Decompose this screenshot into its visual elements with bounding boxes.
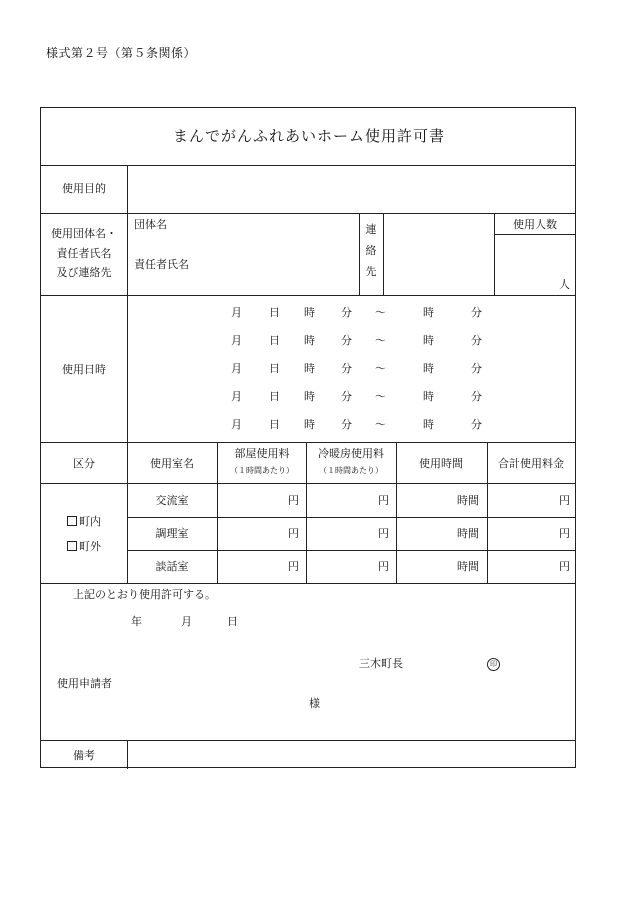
line-users-header (494, 234, 576, 235)
hours-unit-3: 時間 (457, 560, 479, 573)
room-name-1: 交流室 (155, 494, 189, 507)
hours-unit-2: 時間 (457, 527, 479, 540)
datetime-row-3-unit: 月 (231, 362, 242, 375)
line-fee-header-bottom (41, 483, 576, 484)
datetime-row-2-unit: 月 (231, 334, 242, 347)
ac-fee-unit-2: 円 (378, 527, 389, 540)
datetime-row-2-unit: 時 (423, 334, 434, 347)
permission-statement: 上記のとおり使用許可する。 (73, 588, 216, 601)
responsible-label: 責任者氏名 (134, 258, 189, 271)
applicant-label-line3: 及び連絡先 (56, 266, 112, 279)
header-ac-fee: 冷暖房使用料 (318, 447, 384, 460)
form-number: 様式第２号（第５条関係） (46, 46, 197, 60)
line-fee-row2 (127, 550, 576, 551)
datetime-row-2-unit: 分 (471, 334, 482, 347)
datetime-row-4-unit: 月 (231, 390, 242, 403)
line-users-left (494, 213, 495, 295)
room-name-3: 談話室 (155, 560, 189, 573)
line-fee-bottom (41, 583, 576, 584)
datetime-row-5-unit: ～ (375, 418, 386, 431)
line-fee-col3 (306, 442, 307, 583)
permit-form (40, 107, 576, 768)
purpose-label: 使用目的 (62, 182, 106, 195)
datetime-row-3-unit: ～ (375, 362, 386, 375)
seal-stamp-icon: 印 (487, 658, 500, 671)
line-purpose-bottom (41, 213, 576, 214)
remarks-label: 備考 (73, 749, 95, 762)
datetime-row-5-unit: 日 (269, 418, 280, 431)
datetime-row-1-unit: 分 (471, 306, 482, 319)
line-label-col (127, 165, 128, 583)
datetime-row-3-unit: 分 (471, 362, 482, 375)
users-label: 使用人数 (513, 218, 557, 231)
datetime-row-5-unit: 分 (341, 418, 352, 431)
line-fee-col2 (217, 442, 218, 583)
datetime-row-4-unit: 時 (304, 390, 315, 403)
datetime-row-2-unit: ～ (375, 334, 386, 347)
date-year: 年 (131, 615, 142, 628)
applicant-label-line1: 使用団体名・ (51, 227, 117, 240)
contact-char-2: 絡 (365, 244, 377, 257)
datetime-row-3-unit: 日 (269, 362, 280, 375)
header-room-fee: 部屋使用料 (234, 447, 290, 460)
datetime-row-2-unit: 日 (269, 334, 280, 347)
ac-fee-unit-1: 円 (378, 494, 389, 507)
contact-field[interactable] (384, 214, 494, 295)
datetime-row-1-unit: 分 (341, 306, 352, 319)
datetime-row-1-unit: ～ (375, 306, 386, 319)
header-total: 合計使用料金 (498, 457, 564, 470)
line-fee-row1 (127, 517, 576, 518)
datetime-row-4-unit: 日 (269, 390, 280, 403)
datetime-row-5-unit: 月 (231, 418, 242, 431)
datetime-row-5-unit: 分 (471, 418, 482, 431)
datetime-row-3-unit: 分 (341, 362, 352, 375)
datetime-label: 使用日時 (62, 363, 106, 376)
header-room-fee-note: （１時間あたり） (230, 466, 294, 475)
category-town-outside[interactable]: 町外 (67, 541, 101, 552)
datetime-row-2-unit: 時 (304, 334, 315, 347)
datetime-row-1-unit: 時 (304, 306, 315, 319)
datetime-row-1-unit: 月 (231, 306, 242, 319)
ac-fee-unit-3: 円 (378, 560, 389, 573)
group-name-label: 団体名 (134, 218, 167, 231)
header-hours: 使用時間 (419, 457, 463, 470)
datetime-row-5-unit: 時 (304, 418, 315, 431)
datetime-row-4-unit: 分 (471, 390, 482, 403)
seal (487, 657, 500, 671)
room-fee-unit-3: 円 (288, 560, 299, 573)
datetime-row-2-unit: 分 (341, 334, 352, 347)
mayor-title: 三木町長 (359, 657, 403, 670)
category-town-inside[interactable]: 町内 (67, 516, 101, 527)
line-applicant-bottom (41, 295, 576, 296)
datetime-row-1-unit: 時 (423, 306, 434, 319)
header-ac-fee-note: （１時間あたり） (319, 466, 383, 475)
datetime-row-5-unit: 時 (423, 418, 434, 431)
remarks-field[interactable] (128, 741, 576, 768)
datetime-row-4-unit: 分 (341, 390, 352, 403)
datetime-row-3-unit: 時 (423, 362, 434, 375)
datetime-row-1-unit: 日 (269, 306, 280, 319)
line-fee-col5 (487, 442, 488, 583)
date-day: 日 (227, 615, 238, 628)
honorific: 様 (309, 697, 320, 710)
total-unit-1: 円 (559, 494, 570, 507)
users-unit: 人 (559, 278, 570, 291)
header-room: 使用室名 (150, 457, 194, 470)
applicant-signature-label: 使用申請者 (57, 677, 112, 690)
total-unit-2: 円 (559, 527, 570, 540)
line-datetime-bottom (41, 442, 576, 443)
room-name-2: 調理室 (155, 527, 189, 540)
total-unit-3: 円 (559, 560, 570, 573)
checkbox-icon (67, 516, 77, 526)
checkbox-icon (67, 541, 77, 551)
hours-unit-1: 時間 (457, 494, 479, 507)
datetime-row-4-unit: ～ (375, 390, 386, 403)
line-fee-col4 (396, 442, 397, 583)
form-title: まんでがんふれあいホーム使用許可書 (172, 127, 446, 145)
purpose-field[interactable] (128, 166, 576, 213)
line-contact-left (359, 213, 360, 295)
header-category: 区分 (73, 457, 95, 470)
contact-char-1: 連 (365, 223, 377, 236)
date-month: 月 (181, 615, 192, 628)
datetime-row-3-unit: 時 (304, 362, 315, 375)
room-fee-unit-2: 円 (288, 527, 299, 540)
room-fee-unit-1: 円 (288, 494, 299, 507)
applicant-label-line2: 責任者氏名 (56, 247, 112, 260)
datetime-row-4-unit: 時 (423, 390, 434, 403)
contact-char-3: 先 (365, 265, 377, 278)
